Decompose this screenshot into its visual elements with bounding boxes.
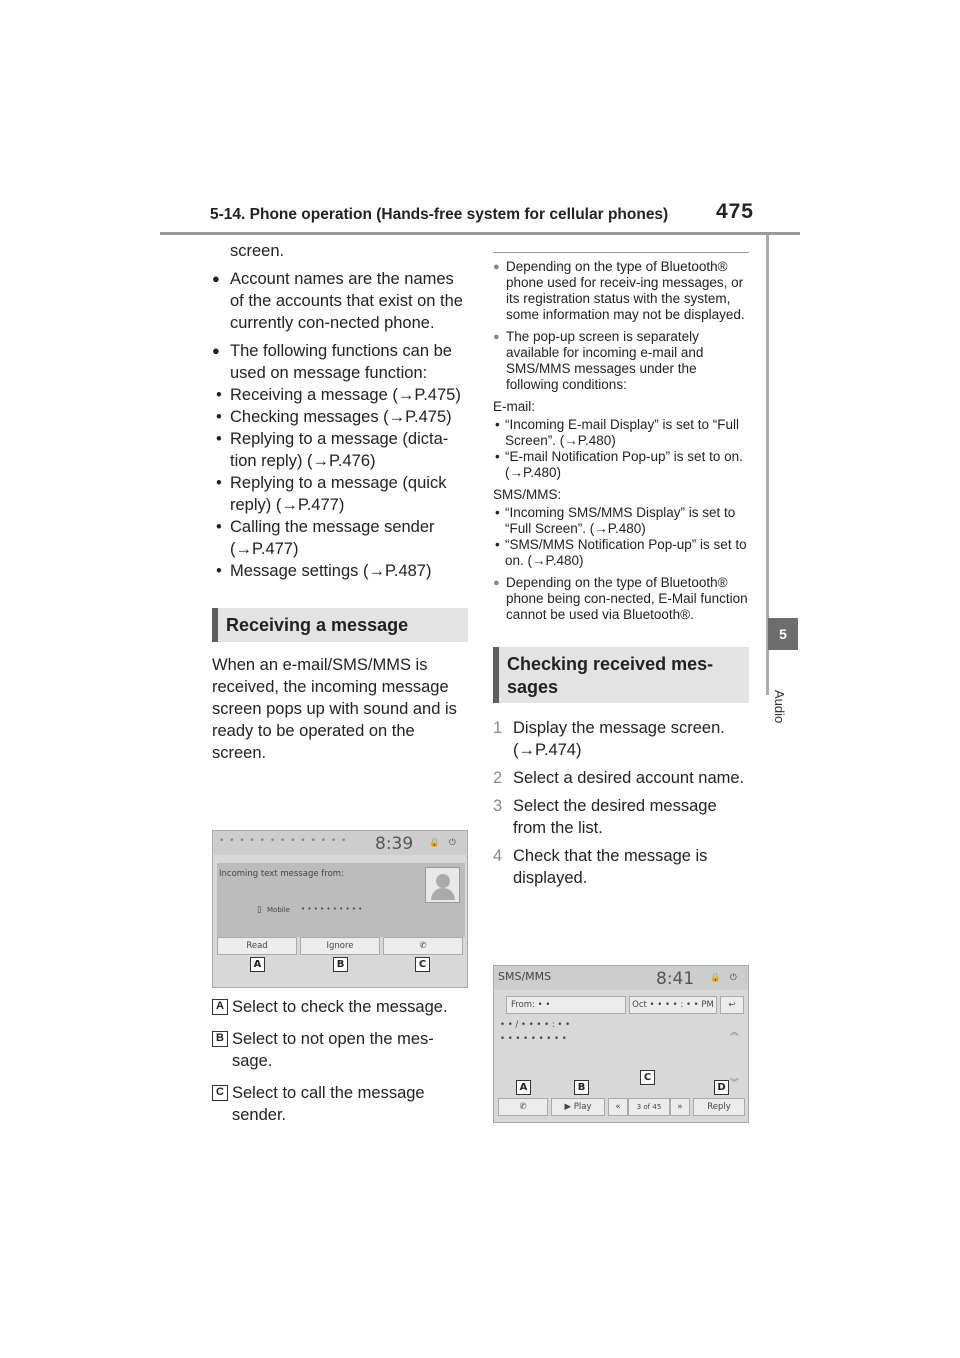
function-item: • Message settings (→P.487) [212, 560, 468, 582]
step [493, 717, 749, 761]
status-bar [494, 966, 748, 990]
step [493, 845, 749, 889]
status-bar [213, 831, 467, 855]
item-text: Select to not open the mes-sage. [232, 1030, 434, 1070]
callout-b: B [333, 957, 348, 972]
item-key: B [212, 1031, 228, 1047]
section-heading-receiving [212, 608, 468, 642]
status-dots: • • • • • • • • • • • • • [219, 836, 348, 846]
date-field: Oct • • • • : • • PM [629, 996, 717, 1014]
callout-descriptions [212, 996, 468, 1136]
step-text: Check that the message is displayed. [513, 847, 708, 887]
clock: 8:39 [375, 834, 414, 854]
item-key: A [212, 999, 228, 1015]
sender-dots: • • • • • • • • • • [301, 905, 363, 913]
step [493, 795, 749, 839]
callout-a: A [250, 957, 265, 972]
page-number: 475 [715, 200, 754, 223]
step [493, 767, 749, 789]
screen-title: SMS/MMS [498, 970, 552, 983]
function-list [212, 384, 468, 582]
receiving-body: When an e-mail/SMS/MMS is received, the incoming message screen pops up with sound and is ready to be operated on the screen. [212, 656, 457, 762]
step-list [493, 717, 749, 889]
callout-a: A [516, 1080, 531, 1095]
previous-message-icon[interactable]: « [608, 1098, 628, 1116]
scroll-down-icon[interactable]: ︾ [730, 1078, 739, 1088]
message-detail-screen [493, 965, 749, 1123]
call-button[interactable]: ✆ [383, 937, 463, 955]
power-icon: ⏻ [730, 973, 737, 983]
email-label: E-mail: [493, 399, 536, 414]
back-icon[interactable]: ↩ [720, 996, 744, 1014]
item-b [212, 1028, 468, 1072]
sms-item: • “SMS/MMS Notification Pop-up” is set to on. (→P.480) [493, 537, 749, 569]
avatar-icon [425, 867, 460, 903]
power-icon: ⏻ [449, 838, 456, 848]
item-c [212, 1082, 468, 1126]
function-item: • Calling the message sender (→P.477) [212, 516, 468, 560]
from-field: From: • • [506, 996, 626, 1014]
function-item: • Replying to a message (dicta-tion reply) (→P.476) [212, 428, 468, 472]
function-item: • Checking messages (→P.475) [212, 406, 468, 428]
header-rule [160, 232, 800, 235]
item-text: Select to check the message. [232, 998, 448, 1016]
note-account-names: ● Account names are the names of the accounts that exist on the currently con-nected phone. [212, 268, 468, 334]
step-text: Display the message screen. (→P.474) [513, 719, 725, 759]
lock-icon: 🔒 [429, 838, 440, 848]
incoming-message-screen [212, 830, 468, 988]
sms-item: • “Incoming SMS/MMS Display” is set to “Full Screen”. (→P.480) [493, 505, 749, 537]
note-email-unavailable: ● Depending on the type of Bluetooth® phone being con-nected, E-Mail function cannot be used via Bluetooth®. [493, 575, 749, 623]
ignore-button[interactable]: Ignore [300, 937, 380, 955]
reply-button[interactable]: Reply [693, 1098, 745, 1116]
note-popup: ● The pop-up screen is separately available for incoming e-mail and SMS/MMS messages under the following conditions: [493, 329, 749, 393]
right-column [493, 252, 749, 895]
function-item: • Receiving a message (→P.475) [212, 384, 468, 406]
section-heading-text: Checking received mes-sages [507, 654, 714, 697]
section-heading-checking [493, 647, 749, 703]
chapter-tab[interactable]: 5 [768, 618, 798, 650]
item-text: Select to call the message sender. [232, 1084, 425, 1124]
sms-label: SMS/MMS: [493, 487, 562, 502]
callout-c: C [640, 1070, 655, 1085]
callout-c: C [415, 957, 430, 972]
message-line: • • / • • • • : • • [500, 1020, 571, 1030]
scroll-up-icon[interactable]: ︽ [730, 1028, 739, 1038]
incoming-header: Incoming text message from: [219, 869, 344, 879]
item-key: C [212, 1085, 228, 1101]
note-functions: ● The following functions can be used on message function: [212, 340, 468, 384]
message-line: • • • • • • • • • [500, 1034, 567, 1044]
callout-b: B [574, 1080, 589, 1095]
left-column [212, 240, 468, 764]
call-button[interactable]: ✆ [498, 1098, 548, 1116]
lock-icon: 🔒 [710, 973, 721, 983]
section-title: 5-14. Phone operation (Hands-free system for cellular phones) [210, 206, 669, 223]
step-number: 4 [493, 847, 503, 865]
chapter-label: Audio [772, 690, 787, 724]
phone-icon: ▯ [257, 905, 262, 915]
play-button[interactable]: ▶ Play [551, 1098, 605, 1116]
email-item: • “Incoming E-mail Display” is set to “Full Screen”. (→P.480) [493, 417, 749, 449]
message-panel [217, 863, 465, 937]
read-button[interactable]: Read [217, 937, 297, 955]
notes-rule [493, 252, 749, 253]
callout-d: D [714, 1080, 729, 1095]
source-label: Mobile [267, 906, 290, 914]
function-item: • Replying to a message (quick reply) (→P.477) [212, 472, 468, 516]
step-number: 1 [493, 719, 503, 737]
message-counter: 3 of 45 [628, 1098, 670, 1116]
continued-text: screen. [230, 242, 285, 260]
step-number: 2 [493, 769, 503, 787]
step-text: Select the desired message from the list. [513, 797, 717, 837]
next-message-icon[interactable]: » [670, 1098, 690, 1116]
step-text: Select a desired account name. [513, 769, 745, 787]
step-number: 3 [493, 797, 503, 815]
page-header [210, 200, 800, 234]
note-bluetooth-info: ● Depending on the type of Bluetooth® phone used for receiv-ing messages, or its registration status with the system, some information may not be displayed. [493, 259, 749, 323]
item-a [212, 996, 468, 1018]
email-item: • “E-mail Notification Pop-up” is set to on. (→P.480) [493, 449, 749, 481]
section-heading-text: Receiving a message [226, 615, 409, 635]
clock: 8:41 [656, 969, 695, 989]
